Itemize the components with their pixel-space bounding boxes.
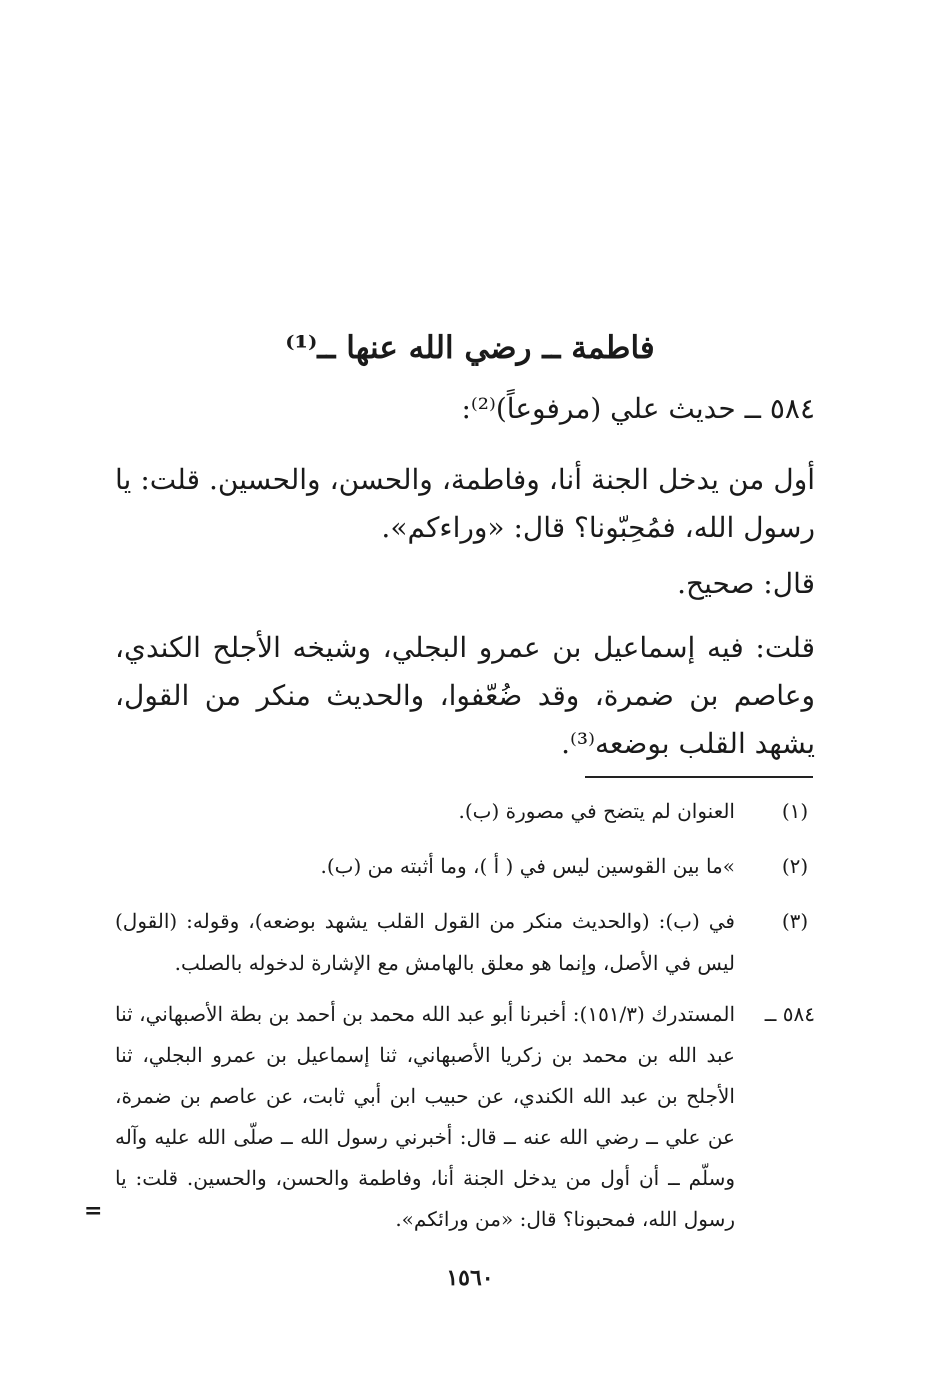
footnote-text: في (ب): (والحديث منكر من القول القلب يشهد بوضعه)، وقوله: (القول) ليس في الأصل، وإنما هو معلق بالهامش مع الإشارة لدخوله بالصلب. xyxy=(115,909,735,975)
footnote-divider xyxy=(585,776,813,778)
section-title: فاطمة ــ رضي الله عنها ــ⁽¹⁾ xyxy=(285,330,655,366)
footnote-1 xyxy=(115,790,815,832)
note-number: ٥٨٤ ــ xyxy=(764,1002,815,1026)
hadith-text: أول من يدخل الجنة أنا، وفاطمة، والحسن، والحسين. قلت: يا رسول الله، فمُحِبّونا؟ قال: «وراءكم». xyxy=(115,463,815,544)
verdict-text: قال: صحيح. xyxy=(677,567,815,600)
continuation-mark: = xyxy=(84,1198,103,1224)
footnote-number: (٣) xyxy=(781,909,809,933)
footnote-3 xyxy=(115,900,815,984)
footnote-number: (٢) xyxy=(781,854,809,878)
footnote-text: العنوان لم يتضح في مصورة (ب). xyxy=(458,799,735,823)
note-text: المستدرك (١٥١/٣): أخبرنا أبو عبد الله محمد بن أحمد بن بطة الأصبهاني، ثنا عبد الله بن محمد بن زكريا الأصبهاني، ثنا إسماعيل بن عمرو البجلي، ثنا الأجلح بن عبد الله الكندي، عن حبيب ابن أبي ثابت، عن عاصم بن ضمرة، عن علي ــ رضي الله عنه ــ قال: أخبرني رسول الله ــ صلّى الله عليه وآله وسلّم ــ أن أول من يدخل الجنة أنا، وفاطمة والحسن، والحسين. قلت: يا رسول الله، فمحبونا؟ قال: «من ورائكم». xyxy=(115,1002,735,1231)
footnote-text: »ما بين القوسين ليس في ( أ )، وما أثبته من (ب). xyxy=(320,854,735,878)
footnote-2 xyxy=(115,845,815,887)
commentary-text: قلت: فيه إسماعيل بن عمرو البجلي، وشيخه الأجلح الكندي، وعاصم بن ضمرة، وقد ضُعّفوا، والحديث منكر من القول، يشهد القلب بوضعه⁽³⁾. xyxy=(115,631,815,760)
mustadrak-note xyxy=(115,994,815,1240)
hadith-heading: ٥٨٤ ــ حديث علي (مرفوعاً)⁽²⁾: xyxy=(461,392,815,425)
page-number: ١٥٦٠ xyxy=(446,1265,494,1291)
footnote-number: (١) xyxy=(781,799,809,823)
